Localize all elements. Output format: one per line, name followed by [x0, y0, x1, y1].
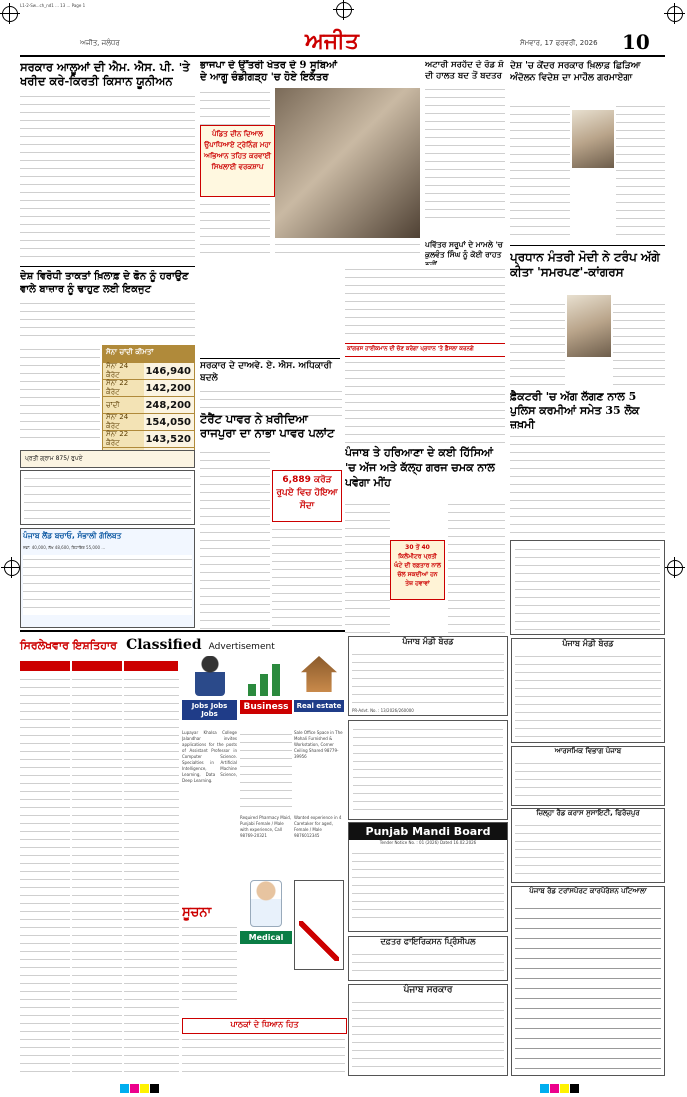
- tender-notice-box: [510, 540, 665, 635]
- tender-principal: [348, 936, 508, 981]
- story-potato-msp: [20, 60, 195, 265]
- article-body: [425, 85, 505, 225]
- lottery-line: ਨਵਾਂ: 40,000, ਲੱਖ 48,600, ਰਿਟਾਇਰ 55,000 ...: [23, 545, 106, 550]
- realestate-category: [294, 656, 344, 726]
- headline: ਅਟਾਰੀ ਸਰਹੱਦ ਦੇ ਰੋਡ ਸ਼ੋ ਦੀ ਹਾਲਤ ਬਦ ਤੋਂ ਬਦਤਰ: [425, 60, 504, 81]
- registration-mark: [336, 2, 352, 18]
- readers-notice-body: [182, 1035, 345, 1075]
- tender-body: [352, 950, 504, 975]
- gold-price-row: [103, 363, 194, 380]
- tender-mandi-board-en: [348, 822, 508, 932]
- classified-title-en: Classified: [126, 637, 202, 653]
- gold-price-label: ਸੋਨਾ 24 ਕੈਰੇਟ: [103, 363, 144, 379]
- headline: ਦੇਸ਼ ਵਿਰੋਧੀ ਤਾਕਤਾਂ ਖ਼ਿਲਾਫ਼ ਦੇ ਫੋਨ ਨੂੰ ਹਰਾਉਣ ਵਾਲੇ ਬਾਜ਼ਾਰ ਨੂੰ ਢਾਹੁਣ ਲਈ ਇਕਜੁਟ: [20, 271, 189, 295]
- chart-icon: [246, 656, 286, 696]
- article-body: [510, 300, 565, 385]
- doctor-icon: [250, 880, 282, 927]
- category-label: [20, 661, 70, 671]
- headline: ਪਵਿੱਤਰ ਸਰੂਪਾਂ ਦੇ ਮਾਮਲੇ 'ਚ ਕੁਲਵੰਤ ਸਿੰਘ ਨੂੰ ਕੋਈ ਰਾਹਤ: [425, 240, 503, 259]
- tender-body: [352, 849, 504, 924]
- medical-category: [240, 880, 292, 970]
- classified-ad-office: [294, 730, 344, 810]
- classified-listings: [240, 730, 292, 810]
- gold-price-label: ਸੋਨਾ 24 ਕੈਰੇਟ: [103, 414, 144, 430]
- tender-prtc: [511, 886, 665, 1076]
- congress-leader-photo: [567, 295, 611, 357]
- pullquote-winds: [390, 540, 445, 600]
- tender-body: [352, 998, 504, 1070]
- divider: [20, 266, 195, 267]
- pullquote-text: 30 ਤੋਂ 40 ਕਿਲੋਮੀਟਰ ਪ੍ਰਤੀ ਘੰਟੇ ਦੀ ਰਫ਼ਤਾਰ ਨਾਲ ਚੱਲ ਸਕਦੀਆਂ ਹਨ ਤੇਜ਼ ਹਵਾਵਾਂ: [394, 544, 441, 587]
- business-label: Business: [240, 700, 292, 714]
- business-category: [240, 656, 292, 726]
- house-icon: [301, 656, 337, 692]
- tender-red-cross: [511, 808, 665, 883]
- tender-body: [353, 725, 503, 815]
- gold-price-value: 143,520: [145, 433, 191, 445]
- gold-price-value: 142,200: [145, 382, 191, 394]
- headline: ਪੰਜਾਬ ਤੇ ਹਰਿਆਣਾ ਦੇ ਕਈ ਹਿੱਸਿਆਂ 'ਚ ਅੱਜ ਅਤੇ ਕੱਲ੍ਹ ਗਰਜ ਚਮਕ ਨਾਲ ਪਵੇਗਾ ਮੀਂਹ: [345, 446, 495, 489]
- story-anti-national: [20, 270, 195, 340]
- red-strip-text: ਕਾਂਗਰਸ ਹਾਈਕਮਾਨ ਦੀ ਚੋਣ ਕਰੇਗਾ ਪ੍ਰਧਾਨ 'ਤੇ ਫ਼ੈਸਲਾ ਕਰਨਗੇ: [347, 346, 474, 352]
- trend-arrow-icon: [299, 921, 339, 961]
- tender-title: ਜ਼ਿਲ੍ਹਾ ਰੈਡ ਕਰਾਸ ਸੁਸਾਇਟੀ, ਫਿਰੋਜ਼ਪੁਰ: [536, 809, 640, 817]
- leader-photo: [572, 110, 614, 168]
- article-body: [345, 265, 505, 340]
- jobs-category: [182, 656, 237, 726]
- headline: ਸਰਕਾਰ ਦੇ ਦਾਅਵੇ. ਏ. ਐਸ. ਅਧਿਕਾਰੀ ਬਦਲੇ: [200, 361, 332, 383]
- medical-label: Medical: [240, 931, 292, 944]
- gold-price-footer: ਪ੍ਰਤੀ ਗ੍ਰਾਮ 875/ ਰੁਪਏ: [25, 455, 83, 462]
- tender-title: ਪੰਜਾਬ ਸਰਕਾਰ: [403, 985, 453, 995]
- category-label: [124, 661, 178, 671]
- gold-price-row: [103, 414, 194, 431]
- headline: ਭਾਜਪਾ ਦੇ ਉੱਤਰੀ ਖੇਤਰ ਦੇ 9 ਸੂਬਿਆਂ ਦੇ ਆਗੂ ਚੰਡੀਗੜ੍ਹ 'ਚ ਹੋਏ ਇਕੱਤਰ: [200, 60, 337, 83]
- color-bar: [540, 1078, 580, 1097]
- person-icon: [195, 656, 225, 696]
- market-rates-box: [20, 470, 195, 525]
- classified-listings: [20, 675, 70, 1076]
- pullquote-deal: [272, 470, 342, 522]
- tender-title: ਪੰਜਾਬ ਮੰਡੀ ਬੋਰਡ: [562, 639, 614, 648]
- classified-title-en2: Advertisement: [208, 642, 275, 652]
- realestate-label: Real estate: [294, 700, 344, 712]
- gold-price-value: 154,050: [145, 416, 191, 428]
- tender-title: ਆਰਸਮਿਕ ਵਿਭਾਗ ਪੰਜਾਬ: [554, 747, 622, 755]
- divider: [200, 358, 340, 359]
- ad-text: Lupayar Khalsa College Jalandhar invites applications for the posts of Assistant Professor in Computer Science. Specialties in Artificial Intelligence, Machine Learning, Data Science, Deep Learning.: [182, 730, 237, 783]
- lottery-title: ਪੰਜਾਬ ਲੈਂਡ ਬਚਾਓ, ਸੰਭਾਲੀ ਗੱਲਿਬਤ: [23, 531, 122, 540]
- print-slug: L1-2-Sw...ch_nd1 ... 13 ... Page 1: [20, 3, 86, 8]
- registration-mark: [4, 560, 20, 576]
- jobs-label: Jobs Jobs Jobs: [182, 700, 237, 720]
- tender-body: [352, 650, 504, 705]
- chart-promo: [294, 880, 344, 970]
- classified-col-a: [20, 656, 70, 1076]
- article-body: [616, 102, 665, 242]
- gold-price-label: ਸੋਨਾ 22 ਕੈਰੇਟ: [103, 380, 144, 396]
- tender-mandi-board-2: [511, 638, 665, 743]
- masthead-logo: ਅਜੀਤ: [305, 28, 359, 54]
- ad-text: Required Pharmacy Maid, Punjabi Female / Male with experience, Call 98769-20321: [240, 815, 292, 838]
- masthead-rule: [20, 55, 665, 57]
- classified-listings: [72, 675, 122, 1076]
- tender-rural: [511, 746, 665, 806]
- pullquote-workshop: [200, 125, 275, 197]
- article-body: [272, 525, 342, 633]
- classified-col-b: [72, 656, 122, 1076]
- pullquote-text: ਪੰਡਿਤ ਦੀਨ ਦਿਆਲ ਉਪਾਧਿਆਏ ਟ੍ਰੇਨਿੰਗ ਮਹਾ ਅਭਿਆਨ ਤਹਿਤ ਕਰਵਾਈ ਸਿਖਲਾਈ ਵਰਕਸ਼ਾਪ: [204, 130, 271, 171]
- divider: [510, 245, 665, 246]
- red-strip: [345, 343, 505, 357]
- article-body: [448, 500, 505, 635]
- gold-price-box: [102, 345, 195, 460]
- classified-header: [20, 634, 345, 652]
- lottery-body: [23, 555, 192, 615]
- tender-body: [515, 759, 661, 801]
- gold-price-row: [103, 431, 194, 448]
- gold-price-footer-box: [20, 450, 195, 468]
- registration-mark: [667, 6, 683, 22]
- classified-ad-pharmacy: [240, 815, 292, 875]
- headline: ਪ੍ਰਧਾਨ ਮੰਤਰੀ ਮੋਦੀ ਨੇ ਟਰੰਪ ਅੱਗੇ ਕੀਤਾ 'ਸਮਰਪਣ'-ਕਾਂਗਰਸ: [510, 250, 660, 279]
- readers-notice-label: ਪਾਠਕਾਂ ਦੇ ਧਿਆਨ ਹਿਤ: [230, 1020, 299, 1029]
- headline: ਸਰਕਾਰ ਆਲੂਆਂ ਦੀ ਐਮ. ਐਸ. ਪੀ. 'ਤੇ ਖਰੀਦ ਕਰੇ-ਕਿਰਤੀ ਕਿਸਾਨ ਯੂਨੀਅਨ: [20, 60, 190, 88]
- tender-block: [348, 720, 508, 820]
- divider: [20, 630, 345, 632]
- classified-ad-caretaker: [294, 815, 344, 875]
- article-body: [200, 448, 270, 633]
- article-body: [20, 92, 195, 262]
- article-body: [20, 299, 195, 339]
- article-body: [345, 500, 390, 635]
- page-number: 10: [622, 30, 650, 54]
- gold-price-row: [103, 380, 194, 397]
- tender-title: ਦਫ਼ਤਰ ਫਾਇਰਿਕਸਨ ਪ੍ਰਿੰਸੀਪਲ: [380, 937, 476, 946]
- notice-label: ਸੂਚਨਾ: [182, 905, 212, 920]
- story-torrent-power: [200, 412, 345, 442]
- gold-price-label: ਚਾਂਦੀ: [103, 397, 144, 413]
- story-agitation: [510, 60, 665, 100]
- classified-title-pa: ਸਿਰਲੇਖਵਾਰ ਇਸ਼ਤਿਹਾਰ: [20, 639, 117, 652]
- classified-ad-college: [182, 730, 237, 900]
- pullquote-text: 6,889 ਕਰੋੜ ਰੁਪਏ ਵਿਚ ਹੋਇਆ ਸੌਦਾ: [276, 475, 338, 511]
- tender-sub: Tender Notice No. : 01 (2026) Dated 16.02.2026: [379, 840, 477, 845]
- story-ias-transfer: [200, 360, 342, 420]
- notice-body: [182, 923, 237, 1003]
- gold-price-row: [103, 397, 194, 414]
- tender-title: ਪੰਜਾਬ ਮੰਡੀ ਬੋਰਡ: [402, 637, 454, 646]
- tender-body: [515, 821, 661, 876]
- registration-mark: [667, 560, 683, 576]
- story-rain: [345, 445, 505, 495]
- lottery-box: [20, 528, 195, 628]
- tender-pr-no: PR-Advt. No. : 13/2026/260000: [352, 708, 414, 713]
- gold-price-value: 146,940: [145, 365, 191, 377]
- gold-price-title: ਸੋਨਾ ਚਾਂਦੀ ਕੀਮਤਾਂ: [103, 346, 194, 363]
- gold-price-value: 248,200: [145, 399, 191, 411]
- headline: ਦੇਸ਼ 'ਚ ਕੇਂਦਰ ਸਰਕਾਰ ਖ਼ਿਲਾਫ਼ ਛਿੜਿਆ ਅੰਦੋਲਨ ਵਿਦੇਸ਼ ਦਾ ਮਾਹੌਲ ਗਰਮਾਏਗਾ: [510, 61, 641, 83]
- story-attari: [425, 60, 505, 240]
- article-body: [345, 358, 505, 443]
- masthead-left-label: ਅਜੀਤ, ਜਲੰਧਰ: [80, 39, 120, 47]
- notice-category: [182, 905, 237, 1015]
- article-body: [613, 300, 665, 385]
- ad-text: Wanted experience in 4 Caretaker for aged, Female / Male 9876012345: [294, 815, 342, 838]
- story-body-filler: [20, 345, 100, 445]
- gold-price-label: ਸੋਨਾ 22 ਕੈਰੇਟ: [103, 431, 144, 447]
- color-bar: [120, 1078, 160, 1097]
- tender-body: [515, 652, 661, 737]
- tender-title: Punjab Mandi Board: [349, 823, 507, 840]
- classified-listings: [124, 675, 179, 1076]
- headline: ਟੋਰੈਂਟ ਪਾਵਰ ਨੇ ਖ਼ਰੀਦਿਆ ਰਾਜਪੁਰਾ ਦਾ ਨਾਭਾ ਪਾਵਰ ਪਲਾਂਟ: [200, 412, 335, 440]
- classified-col-c: [124, 656, 179, 1076]
- article-body: [510, 432, 665, 537]
- category-label: [72, 661, 122, 671]
- ad-text: Sale Office Space in The Mohali Furnished & Workstation, Corner Ceiling Shared 98779-39956: [294, 730, 343, 759]
- story-factory-fire: [510, 390, 665, 430]
- market-rates-body: [24, 474, 191, 522]
- tender-mandi-board: [348, 636, 508, 716]
- tender-body: [515, 545, 660, 631]
- story-modi-trump: [510, 250, 665, 300]
- photo-caption: [275, 240, 420, 260]
- masthead-date: ਸੋਮਵਾਰ, 17 ਫਰਵਰੀ, 2026: [520, 39, 598, 47]
- registration-mark: [2, 6, 18, 22]
- tender-table: [515, 899, 661, 1069]
- tender-punjab-govt: [348, 984, 508, 1076]
- headline: ਫ਼ੈਕਟਰੀ 'ਚ ਅੱਗ ਲੱਗਣ ਨਾਲ 5 ਪੁਲਿਸ ਕਰਮੀਆਂ ਸਮੇਤ 35 ਲੋਕ ਜ਼ਖ਼ਮੀ: [510, 390, 640, 430]
- tender-title: ਪੰਜਾਬ ਰੋਡ ਟਰਾਂਸਪੋਰਟ ਕਾਰਪੋਰੇਸ਼ਨ ਪਟਿਆਲਾ: [529, 887, 647, 895]
- readers-notice-banner: [182, 1018, 347, 1034]
- bjp-meeting-photo: [275, 88, 420, 238]
- article-body: [510, 102, 570, 242]
